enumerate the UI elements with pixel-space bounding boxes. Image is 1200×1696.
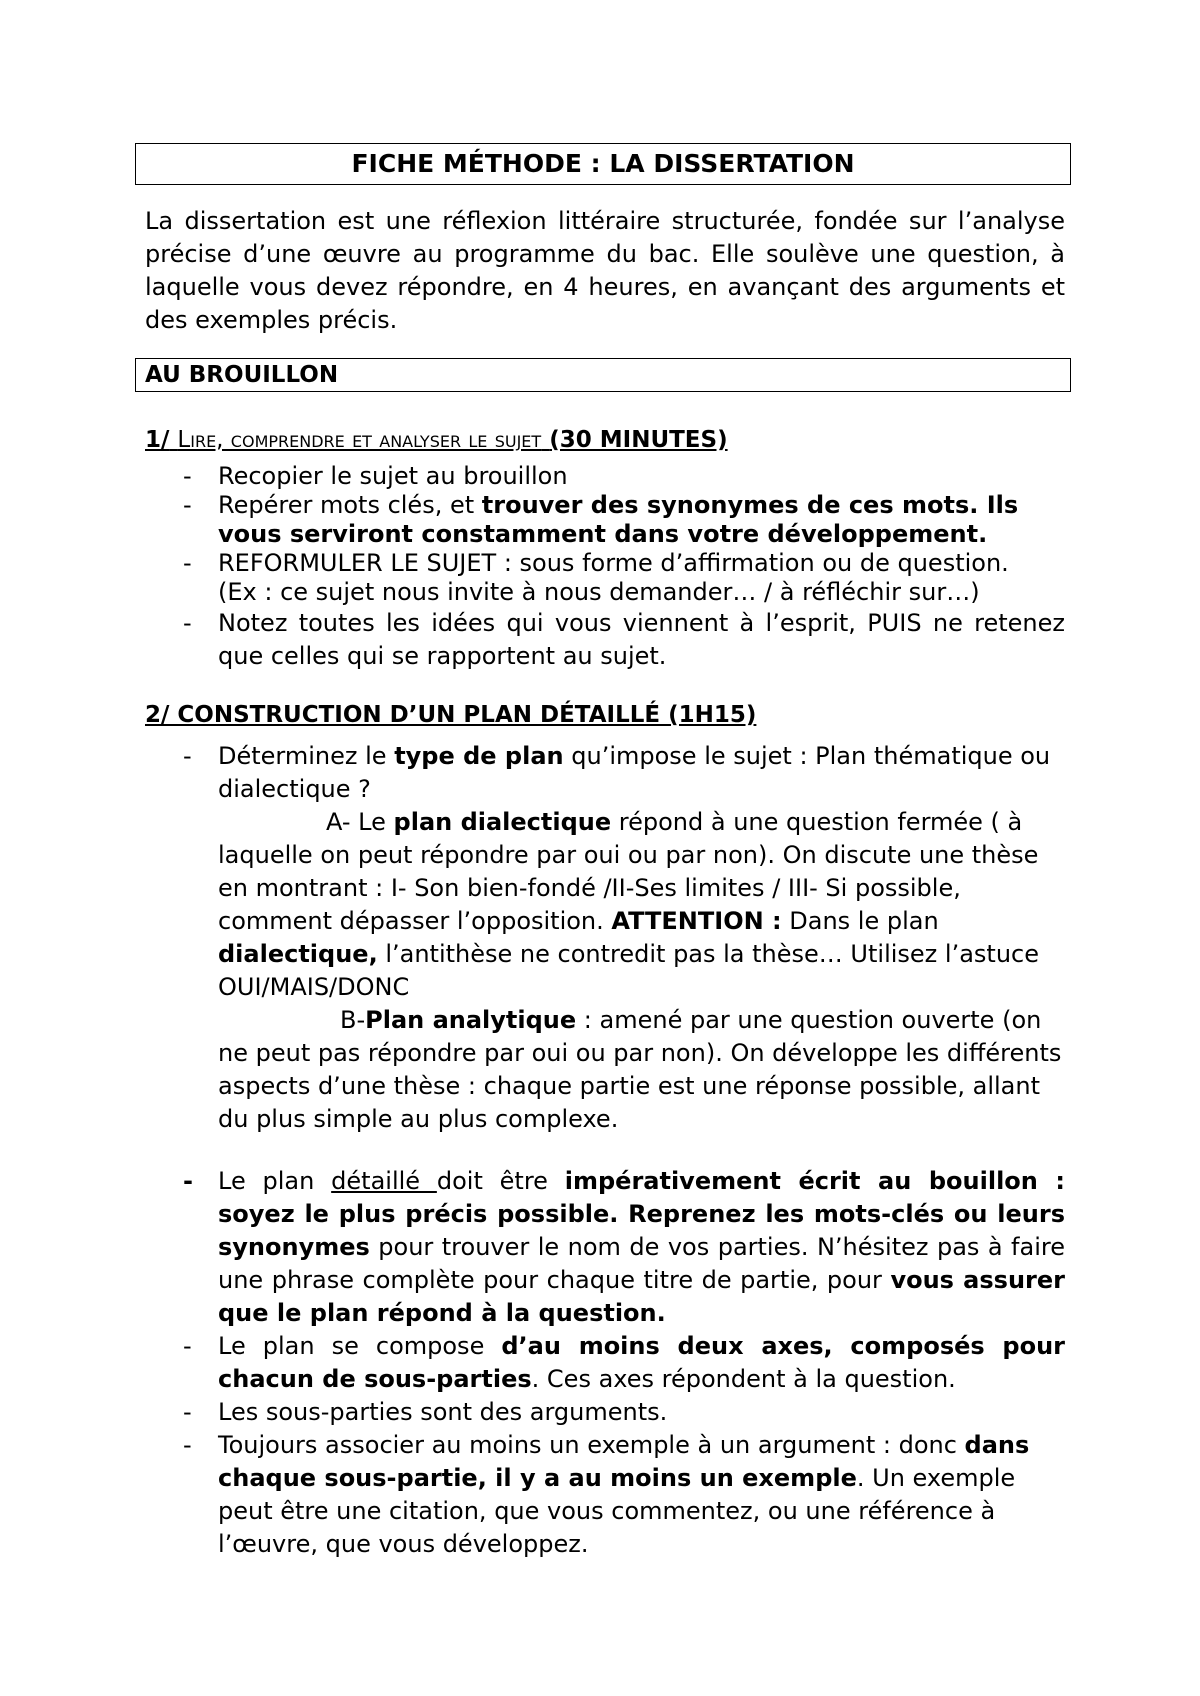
list-item — [145, 491, 1065, 549]
list-item — [145, 607, 1065, 673]
list-item — [145, 462, 1065, 491]
text-run: Le plan se compose — [218, 1332, 502, 1360]
section-heading-box — [135, 358, 1071, 392]
step2-heading: 2/ CONSTRUCTION D’UN PLAN DÉTAILLÉ (1H15) — [145, 702, 757, 728]
step1-heading — [145, 427, 728, 453]
section-heading: AU BROUILLON — [145, 362, 339, 388]
list-item — [145, 1429, 1065, 1561]
bullet-dash: - — [183, 491, 192, 519]
text-run: doit être — [436, 1167, 565, 1195]
text-run: pour trouver le nom de vos parties. N’hésitez pas à faire une phrase complète pour chaque titre de partie, pour — [218, 1233, 1065, 1294]
text-run-bold: plan dialectique — [393, 808, 612, 836]
step1-number: 1/ — [145, 427, 170, 453]
text-run-bold: vous assurer que le plan répond à la question. — [218, 1266, 1065, 1327]
plan-dialectique-paragraph — [145, 806, 1065, 1004]
bullet-dash: - — [183, 462, 192, 490]
text-run: Le plan — [218, 1167, 332, 1195]
plan-analytique-paragraph — [145, 1004, 1065, 1136]
item-text: Repérer mots clés, et — [218, 491, 482, 519]
text-run: B- — [340, 1006, 366, 1034]
bullet-dash: - — [183, 1398, 192, 1426]
text-run-bold: impérativement écrit au bouillon : soyez le plus précis possible. Reprenez les mots-clés ou leurs synonymes — [218, 1167, 1065, 1261]
text-run: Les sous-parties sont des arguments. — [218, 1398, 668, 1426]
item-text-example: (Ex : ce sujet nous invite à nous demander… / à réfléchir sur…) — [218, 578, 980, 606]
indent — [218, 808, 326, 836]
text-run-underline: détaillé — [331, 1167, 437, 1195]
text-run-bold: Plan analytique — [365, 1006, 577, 1034]
text-run: . Ces axes répondent à la question. — [531, 1365, 956, 1393]
text-run-bold: d’au moins deux axes, composés pour chacun de sous-parties — [218, 1332, 1066, 1393]
indent — [218, 1006, 340, 1034]
text-run-bold: ATTENTION : — [611, 907, 782, 935]
bullet-dash: - — [183, 1431, 192, 1459]
bullet-dash: - — [183, 609, 192, 637]
text-run: A- Le — [326, 808, 394, 836]
step1-title: Lire, comprendre et analyser le sujet — [177, 427, 542, 453]
text-run-bold: dans chaque sous-partie, il y a au moins un exemple — [218, 1431, 1030, 1492]
bullet-dash: - — [183, 549, 192, 577]
item-text-bold: trouver des synonymes de ces mots. Ils vous serviront constamment dans votre développement. — [218, 491, 1019, 548]
bullet-dash: - — [183, 1332, 192, 1360]
step1-duration: (30 MINUTES) — [549, 427, 728, 453]
text-run: Toujours associer au moins un exemple à un argument : donc — [218, 1431, 965, 1459]
text-run-bold: type de plan — [394, 742, 564, 770]
step2-list — [145, 740, 1065, 1136]
document-title: FICHE MÉTHODE : LA DISSERTATION — [351, 149, 855, 178]
list-item — [145, 1330, 1065, 1396]
step2-list-continued — [145, 1165, 1065, 1561]
text-run: : amené par une question ouverte (on ne peut pas répondre par oui ou par non). On développe les différents aspects d’une thèse : chaque partie est une réponse possible, allant du plus simple au plus complexe. — [218, 1006, 1062, 1133]
text-run: Dans le plan — [781, 907, 939, 935]
item-text: Recopier le sujet au brouillon — [218, 462, 568, 490]
text-run: qu’impose le sujet : Plan thématique ou dialectique ? — [218, 742, 1051, 803]
text-run: . Un exemple peut être une citation, que vous commentez, ou une référence à l’œuvre, que vous développez. — [218, 1464, 1016, 1558]
list-item — [145, 549, 1065, 607]
item-text: REFORMULER LE SUJET : sous forme d’affirmation ou de question. — [218, 549, 1009, 577]
bullet-dash: - — [183, 742, 192, 770]
list-item — [145, 1396, 1065, 1429]
text-run: répond à une question fermée ( à laquelle on peut répondre par oui ou par non). On discute une thèse en montrant : I- Son bien-fondé /II-Ses limites / III- Si possible, comment dépasser l’opposition. — [218, 808, 1039, 935]
document-title-box — [135, 143, 1071, 185]
text-run: Déterminez le — [218, 742, 395, 770]
bullet-dash: - — [183, 1167, 193, 1195]
list-item — [145, 1165, 1065, 1330]
item-text: Notez toutes les idées qui vous viennent à l’esprit, PUIS ne retenez que celles qui se rapportent au sujet. — [218, 609, 1065, 670]
text-run: l’antithèse ne contredit pas la thèse… Utilisez l’astuce OUI/MAIS/DONC — [218, 940, 1039, 1001]
intro-paragraph: La dissertation est une réflexion littéraire structurée, fondée sur l’analyse précise d’une œuvre au programme du bac. Elle soulève une question, à laquelle vous devez répondre, en 4 heures, en avançant des arguments et des exemples précis. — [145, 207, 1065, 334]
step1-list — [145, 462, 1065, 673]
list-item — [145, 740, 1065, 806]
text-run-bold: dialectique, — [218, 940, 378, 968]
